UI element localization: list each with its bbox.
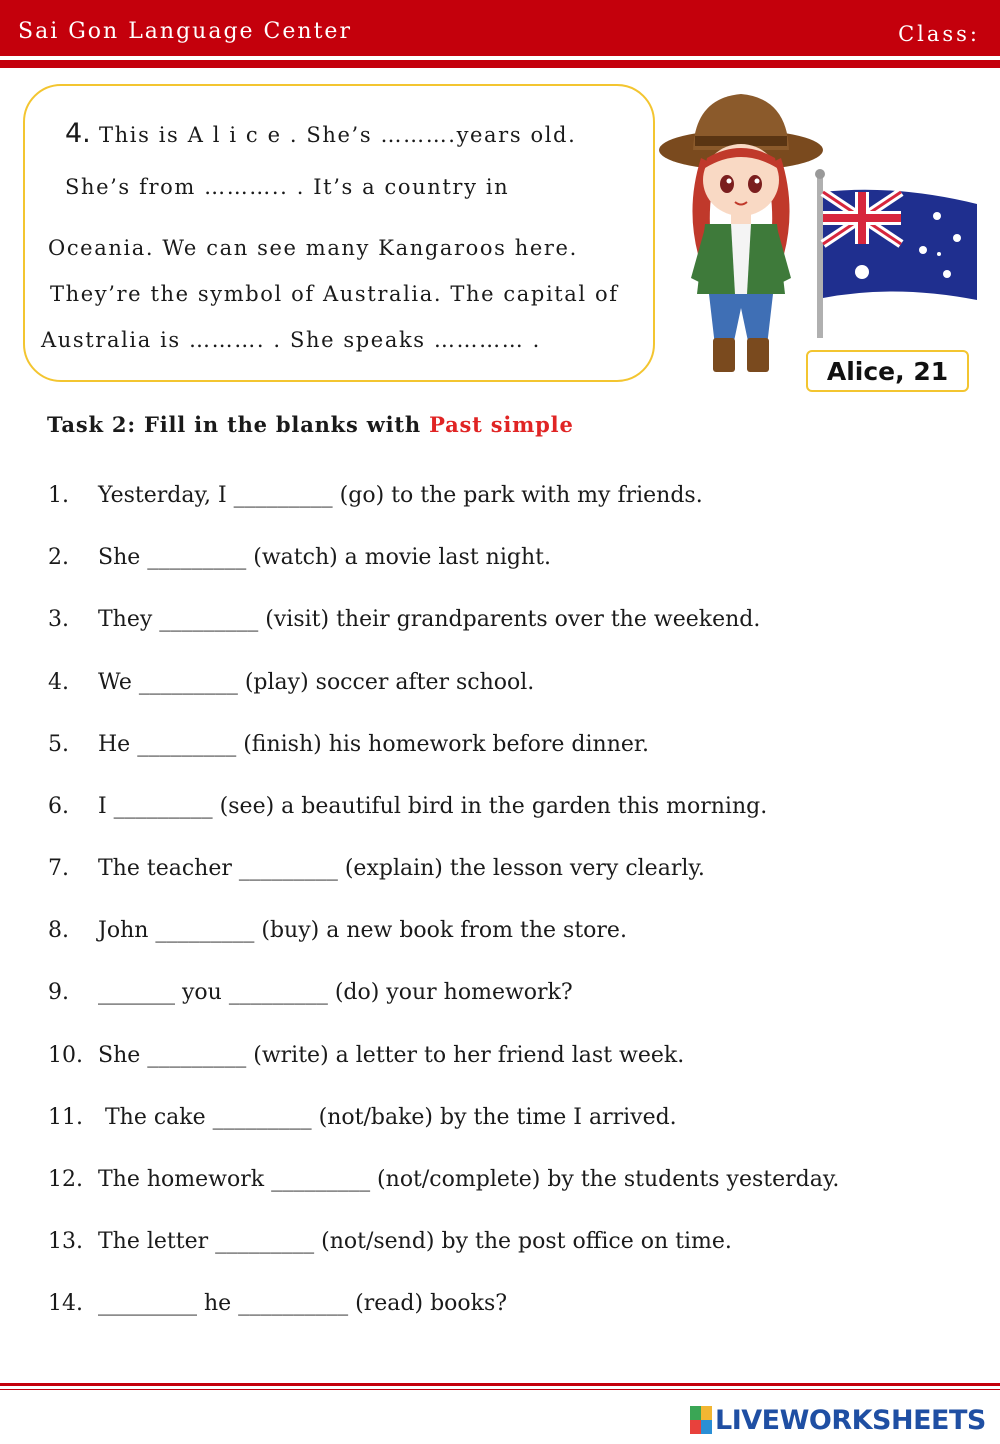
list-item [48,483,703,508]
item-text: They _________ (visit) their grandparents over the weekend. [98,607,761,632]
list-item [48,918,627,943]
task-heading [47,412,574,437]
list-item [48,1167,839,1192]
item-text: We _________ (play) soccer after school. [98,670,535,695]
story-number: 4. [65,118,91,149]
item-text: The homework _________ (not/complete) by the students yesterday. [98,1167,840,1192]
item-text: I _________ (see) a beautiful bird in the garden this morning. [98,794,768,819]
item-number: 5. [48,732,69,757]
liveworksheets-logo-icon [690,1406,712,1434]
item-text: The letter _________ (not/send) by the post office on time. [98,1229,732,1254]
item-number: 8. [48,918,69,943]
list-item [48,545,551,570]
list-item [48,607,760,632]
item-number: 11. [48,1105,83,1130]
item-text: John _________ (buy) a new book from the store. [98,918,627,943]
story-line-4: They’re the symbol of Australia. The capital of [50,282,619,306]
liveworksheets-logo[interactable] [690,1402,986,1438]
list-item [48,794,767,819]
item-number: 10. [48,1043,83,1068]
item-text: He _________ (finish) his homework before dinner. [98,732,649,757]
story-line-1 [65,118,576,149]
task-heading-prefix: Task 2: Fill in the blanks with [47,412,430,437]
item-number: 13. [48,1229,83,1254]
item-text: The cake _________ (not/bake) by the time I arrived. [98,1105,677,1130]
list-item [48,732,649,757]
list-item [48,1105,677,1130]
item-number: 2. [48,545,69,570]
item-number: 4. [48,670,69,695]
footer-divider-thin [0,1389,1000,1390]
item-number: 7. [48,856,69,881]
header-divider [0,60,1000,68]
list-item [48,856,705,881]
item-number: 9. [48,980,69,1005]
story-line-2: She’s from ……….. . It’s a country in [65,175,510,199]
story-line-1-text: This is A l i c e . She’s ……….years old. [90,123,577,147]
footer-divider [0,1383,1000,1386]
item-text: _________ he __________ (read) books? [98,1291,508,1316]
item-text: _______ you _________ (do) your homework? [98,980,573,1005]
item-number: 3. [48,607,69,632]
story-line-3: Oceania. We can see many Kangaroos here. [48,236,578,260]
item-text: She _________ (write) a letter to her friend last week. [98,1043,685,1068]
task-heading-highlight: Past simple [429,412,574,437]
item-text: Yesterday, I _________ (go) to the park with my friends. [98,483,703,508]
name-tag: Alice, 21 [806,350,969,392]
header-bar [0,0,1000,56]
list-item [48,1291,507,1316]
list-item [48,1229,732,1254]
item-number: 6. [48,794,69,819]
logo-text: LIVEWORKSHEETS [715,1404,986,1436]
story-line-5: Australia is ………. . She speaks ………… . [41,328,541,352]
girl-explorer-illustration [655,88,990,378]
australia-flag-icon [815,169,977,338]
item-text: The teacher _________ (explain) the lesson very clearly. [98,856,705,881]
list-item [48,1043,684,1068]
item-number: 14. [48,1291,83,1316]
list-item [48,670,534,695]
item-number: 12. [48,1167,83,1192]
item-number: 1. [48,483,69,508]
class-label: Class: [898,22,980,46]
header-title: Sai Gon Language Center [18,19,352,44]
list-item [48,980,573,1005]
item-text: She _________ (watch) a movie last night. [98,545,551,570]
girl-explorer-icon [659,94,823,372]
